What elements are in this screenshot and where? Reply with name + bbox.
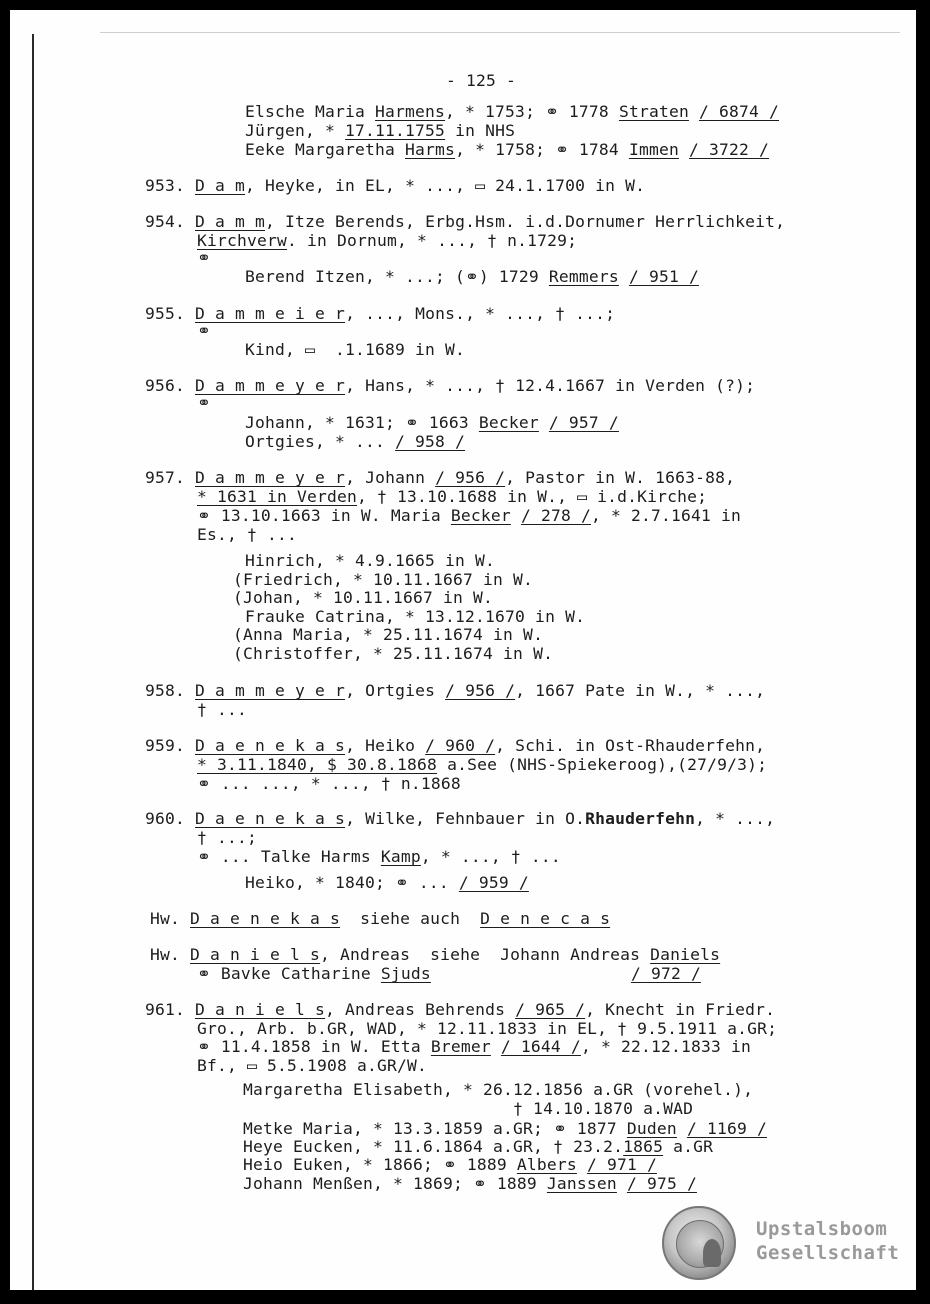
underlined-text: D a e n e k a s	[195, 736, 346, 755]
text-line	[145, 469, 735, 487]
text-segment: Frauke Catrina, * 13.12.1670 in W.	[245, 607, 586, 626]
text-segment: , Pastor in W. 1663-88,	[505, 468, 736, 487]
text-segment: Rhauderfehn	[585, 809, 696, 828]
text-segment: Eeke Margaretha	[245, 140, 406, 159]
text-line	[233, 645, 553, 663]
text-line	[197, 507, 741, 525]
text-line	[197, 965, 701, 983]
text-line	[197, 1020, 777, 1038]
underlined-text: Daniels	[650, 945, 721, 964]
underlined-text: * 1631 in Verden	[197, 487, 358, 506]
text-segment	[577, 1155, 587, 1174]
text-segment: , Johann	[345, 468, 436, 487]
underlined-text: D a m m e y e r	[195, 468, 346, 487]
text-segment: , † 13.10.1688 in W., ▭ i.d.Kirche;	[357, 487, 708, 506]
underlined-text: / 951 /	[628, 267, 699, 286]
underlined-text: / 957 /	[548, 413, 619, 432]
text-line	[243, 1081, 753, 1099]
text-segment: , ..., Mons., * ..., † ...;	[345, 304, 616, 323]
text-segment: Kind, ▭ .1.1689 in W.	[245, 340, 466, 359]
text-line	[150, 946, 720, 964]
text-segment: 961.	[145, 1000, 196, 1019]
underlined-text: * 3.11.1840, $ 30.8.1868	[197, 755, 438, 774]
text-segment: 957.	[145, 468, 196, 487]
text-segment: Ortgies, * ...	[245, 432, 396, 451]
text-segment: ⚭ Bavke Catharine	[197, 964, 381, 983]
text-segment: (Christoffer, * 25.11.1674 in W.	[233, 644, 554, 663]
text-line	[243, 1138, 713, 1156]
text-segment: Johann Menßen, * 1869; ⚭ 1889	[243, 1174, 547, 1193]
underlined-text: / 959 /	[458, 873, 529, 892]
underlined-text: Immen	[628, 140, 679, 159]
brand-line-2: Gesellschaft	[756, 1242, 900, 1264]
underlined-text: D a m m e y e r	[195, 376, 346, 395]
underlined-text: / 6874 /	[698, 102, 779, 121]
underlined-text: 1865	[623, 1137, 664, 1156]
text-segment: (Friedrich, * 10.11.1667 in W.	[233, 570, 534, 589]
text-segment: , Heiko	[345, 736, 426, 755]
text-segment: 959.	[145, 736, 196, 755]
text-segment: ⚭ ... ..., * ..., † n.1868	[197, 774, 461, 793]
text-line	[145, 737, 765, 755]
text-segment: Elsche Maria	[245, 102, 376, 121]
text-line	[233, 626, 543, 644]
text-segment: 953.	[145, 176, 196, 195]
text-segment: Metke Maria, * 13.3.1859 a.GR; ⚭ 1877	[243, 1119, 627, 1138]
text-segment: , Heyke, in EL, * ..., ▭ 24.1.1700 in W.	[245, 176, 646, 195]
underlined-text: Remmers	[548, 267, 619, 286]
underlined-text: D a m m	[195, 212, 266, 231]
text-segment: . in Dornum, * ..., † n.1729;	[287, 231, 578, 250]
text-line	[145, 377, 755, 395]
text-segment: ⚭	[197, 393, 211, 412]
text-segment: Hw.	[150, 945, 191, 964]
underlined-text: / 958 /	[395, 432, 466, 451]
underlined-text: / 1644 /	[500, 1037, 581, 1056]
underlined-text: D a n i e l s	[190, 945, 321, 964]
text-segment	[539, 413, 549, 432]
underlined-text: / 972 /	[630, 964, 701, 983]
underlined-text: / 971 /	[586, 1155, 657, 1174]
text-segment	[491, 1037, 501, 1056]
text-segment: , * 22.12.1833 in	[580, 1037, 751, 1056]
text-segment: , Schi. in Ost-Rhauderfehn,	[495, 736, 766, 755]
text-segment: Hw.	[150, 909, 191, 928]
text-line	[145, 305, 615, 323]
underlined-text: D a m m e y e r	[195, 681, 346, 700]
underlined-text: Albers	[516, 1155, 577, 1174]
text-line	[197, 1057, 427, 1075]
text-line	[145, 682, 765, 700]
brand-line-1: Upstalsboom	[756, 1218, 888, 1240]
text-segment: , Andreas siehe Johann Andreas	[320, 945, 651, 964]
text-line	[245, 122, 515, 140]
underlined-text: 17.11.1755	[345, 121, 446, 140]
text-segment	[619, 267, 629, 286]
text-segment: , * 1753; ⚭ 1778	[445, 102, 619, 121]
text-line	[145, 177, 645, 195]
text-segment	[689, 102, 699, 121]
text-segment: a.See (NHS-Spiekeroog),(27/9/3);	[437, 755, 768, 774]
text-line	[145, 810, 775, 828]
text-line	[243, 1100, 693, 1118]
text-segment: Heye Eucken, * 11.6.1864 a.GR, † 23.2.	[243, 1137, 624, 1156]
text-segment: Jürgen, *	[245, 121, 346, 140]
text-line	[245, 103, 779, 121]
underlined-text: D a e n e k a s	[195, 809, 346, 828]
text-line	[197, 1038, 751, 1056]
text-segment: † ...;	[197, 828, 258, 847]
text-line	[197, 848, 561, 866]
text-line	[197, 756, 767, 774]
text-segment: ⚭ 11.4.1858 in W. Etta	[197, 1037, 431, 1056]
text-segment: , Knecht in Friedr.	[585, 1000, 776, 1019]
text-segment: ⚭	[197, 321, 211, 340]
text-segment: † ...	[197, 700, 248, 719]
text-line	[245, 268, 699, 286]
text-line	[233, 589, 493, 607]
text-segment: Gro., Arb. b.GR, WAD, * 12.11.1833 in EL, † 9.5.1911 a.GR;	[197, 1019, 778, 1038]
text-line	[197, 701, 247, 719]
text-segment	[431, 964, 631, 983]
text-segment: , * 1758; ⚭ 1784	[455, 140, 629, 159]
underlined-text: / 956 /	[445, 681, 516, 700]
text-line	[197, 322, 211, 340]
text-segment: , * 2.7.1641 in	[590, 506, 741, 525]
left-margin-rule	[32, 34, 34, 1290]
underlined-text: Bremer	[430, 1037, 491, 1056]
text-segment	[617, 1174, 627, 1193]
text-line	[245, 433, 465, 451]
text-line	[245, 552, 495, 570]
text-segment: ⚭	[197, 248, 211, 267]
text-segment	[679, 140, 689, 159]
text-line	[243, 1156, 657, 1174]
underlined-text: D a e n e k a s	[190, 909, 341, 928]
text-line	[245, 608, 585, 626]
text-line	[197, 488, 707, 506]
underlined-text: Harms	[405, 140, 456, 159]
text-segment: ⚭ ... Talke Harms	[197, 847, 381, 866]
text-segment: (Johan, * 10.11.1667 in W.	[233, 588, 494, 607]
underlined-text: D a m	[195, 176, 246, 195]
document-page	[10, 10, 916, 1290]
text-segment: , * ...,	[695, 809, 776, 828]
underlined-text: D a m m e i e r	[195, 304, 346, 323]
text-line	[245, 341, 465, 359]
text-segment: , Hans, * ..., † 12.4.1667 in Verden (?);	[345, 376, 756, 395]
text-line	[145, 213, 785, 231]
text-segment: 960.	[145, 809, 196, 828]
underlined-text: Kirchverw	[197, 231, 288, 250]
text-segment: Berend Itzen, * ...; (⚭) 1729	[245, 267, 549, 286]
text-segment: siehe auch	[340, 909, 481, 928]
text-segment: , Ortgies	[345, 681, 446, 700]
text-line	[245, 141, 769, 159]
text-segment: , Andreas Behrends	[325, 1000, 516, 1019]
text-segment: † 14.10.1870 a.WAD	[243, 1099, 694, 1118]
text-segment: 954.	[145, 212, 196, 231]
text-segment: , * ..., † ...	[420, 847, 561, 866]
underlined-text: / 278 /	[520, 506, 591, 525]
text-segment: Heiko, * 1840; ⚭ ...	[245, 873, 459, 892]
text-line	[197, 775, 461, 793]
text-segment: 958.	[145, 681, 196, 700]
society-seal-icon	[662, 1206, 736, 1280]
text-segment: , Itze Berends, Erbg.Hsm. i.d.Dornumer Herrlichkeit,	[265, 212, 786, 231]
text-line	[197, 232, 577, 250]
underlined-text: Janssen	[546, 1174, 617, 1193]
text-line	[150, 910, 610, 928]
underlined-text: / 1169 /	[686, 1119, 767, 1138]
page-number: - 125 -	[446, 71, 517, 90]
text-segment	[677, 1119, 687, 1138]
underlined-text: Becker	[478, 413, 539, 432]
text-segment: Margaretha Elisabeth, * 26.12.1856 a.GR (vorehel.),	[243, 1080, 754, 1099]
underlined-text: Duden	[626, 1119, 677, 1138]
top-edge-shadow	[100, 32, 900, 33]
text-segment: (Anna Maria, * 25.11.1674 in W.	[233, 625, 544, 644]
text-line	[243, 1120, 767, 1138]
text-segment: Hinrich, * 4.9.1665 in W.	[245, 551, 496, 570]
text-line	[197, 829, 257, 847]
underlined-text: / 975 /	[626, 1174, 697, 1193]
text-segment: 955.	[145, 304, 196, 323]
underlined-text: Becker	[450, 506, 511, 525]
underlined-text: Kamp	[380, 847, 421, 866]
text-line	[233, 571, 533, 589]
text-segment: , Wilke, Fehnbauer in O.	[345, 809, 586, 828]
text-segment	[511, 506, 521, 525]
underlined-text: D a n i e l s	[195, 1000, 326, 1019]
text-segment: ⚭ 13.10.1663 in W. Maria	[197, 506, 451, 525]
text-line	[145, 1001, 775, 1019]
text-segment: 956.	[145, 376, 196, 395]
text-line	[197, 394, 211, 412]
text-segment: in NHS	[445, 121, 516, 140]
underlined-text: / 960 /	[425, 736, 496, 755]
text-segment: Es., † ...	[197, 525, 298, 544]
text-segment: , 1667 Pate in W., * ...,	[515, 681, 766, 700]
underlined-text: D e n e c a s	[480, 909, 611, 928]
underlined-text: Harmens	[375, 102, 446, 121]
text-segment: Johann, * 1631; ⚭ 1663	[245, 413, 479, 432]
text-line	[245, 414, 619, 432]
underlined-text: Straten	[618, 102, 689, 121]
underlined-text: Sjuds	[380, 964, 431, 983]
underlined-text: / 965 /	[515, 1000, 586, 1019]
text-segment: Heio Euken, * 1866; ⚭ 1889	[243, 1155, 517, 1174]
text-line	[197, 249, 211, 267]
text-line	[243, 1175, 697, 1193]
text-line	[197, 526, 297, 544]
text-segment: a.GR	[663, 1137, 714, 1156]
underlined-text: / 3722 /	[688, 140, 770, 159]
underlined-text: / 956 /	[435, 468, 506, 487]
text-segment: Bf., ▭ 5.5.1908 a.GR/W.	[197, 1056, 428, 1075]
text-line	[245, 874, 529, 892]
